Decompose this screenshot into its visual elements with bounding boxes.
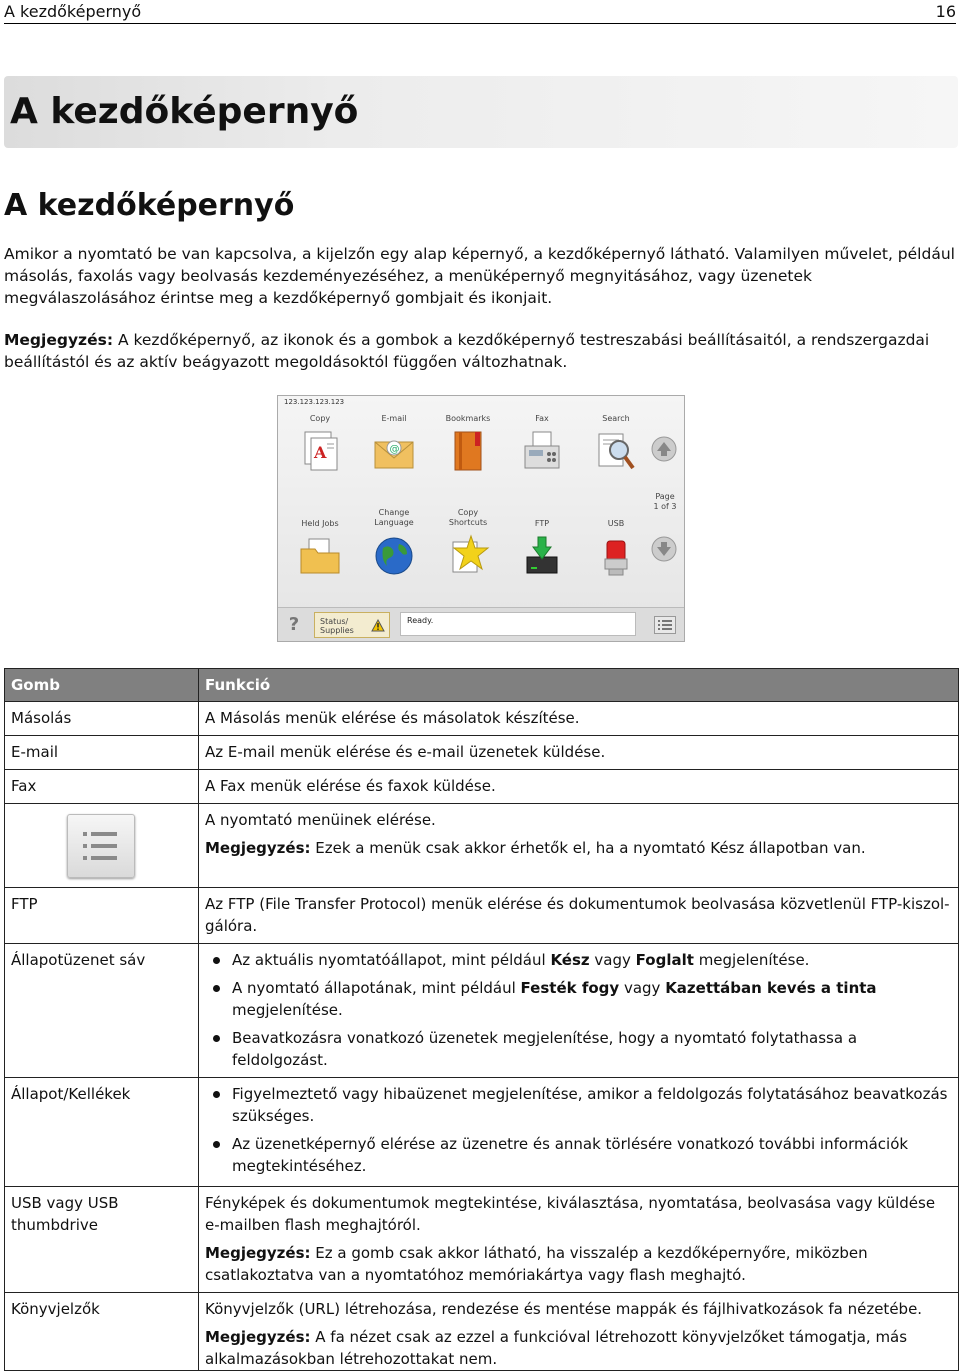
func-menu-note [205,837,952,859]
chapter-banner [4,76,958,148]
change-language-tile[interactable] [358,508,430,582]
fax-label: Fax [535,414,549,423]
btn-fax: Fax [5,770,199,804]
globe-icon [371,532,417,578]
ip-address: 123.123.123.123 [284,398,345,406]
btn-bookmarks: Könyvjelzők [5,1293,199,1371]
scroll-down-icon[interactable] [651,536,677,562]
ftp-tile[interactable] [506,514,578,583]
note-text: A kezdőképernyő, az ikonok és a gombok a kezdőképernyő testreszabási beállításaitól, a rendszergazdai beállítástól és az aktív beágyazott megoldásoktól függően változhatnak. [4,331,930,371]
copy-shortcuts-label1: Copy [457,508,479,517]
button-function-table [4,668,959,1371]
home-screen-image [277,395,685,642]
copy-shortcuts-tile[interactable] [432,508,504,582]
page-indicator [646,492,684,512]
scroll-up-icon[interactable] [651,436,677,462]
help-button[interactable]: ? [288,614,300,635]
func-usb-text: Fényképek és dokumentumok megtekintése, kiválasztása, nyomtatása, beolvasása vagy küldése e-mailben flash meghajtóról. [205,1194,936,1234]
table-header-button: Gomb [5,669,199,702]
table-header-function: Funkció [199,669,959,702]
func-ftp: Az FTP (File Transfer Protocol) menük elérése és dokumentumok beolvasása közvetlenül FTP-kiszolgálóra. [199,888,959,944]
func-usb [199,1187,959,1293]
email-label: E-mail [381,414,407,423]
ftp-icon [519,533,565,579]
table-row [5,1293,959,1371]
held-jobs-label: Held Jobs [301,519,339,528]
list-item: Figyelmeztető vagy hibaüzenet megjelenítése, amikor a feldolgozás folytatásához beavatkozás szükséges. [205,1083,952,1127]
search-label: Search [602,414,630,423]
btn-menu [5,804,199,888]
note-text: Ezek a menük csak akkor érhetők el, ha a nyomtató Kész állapotban van. [310,839,866,857]
usb-drive-icon [593,533,639,579]
func-menu-text: A nyomtató menüinek elérése. [205,811,436,829]
chapter-title: A kezdőképernyő [10,91,359,132]
func-email: Az E-mail menük elérése és e-mail üzenetek küldése. [199,736,959,770]
func-fax: A Fax menük elérése és faxok küldése. [199,770,959,804]
intro-paragraph: Amikor a nyomtató be van kapcsolva, a kijelzőn egy alap képernyő, a kezdőképernyő látható. Valamilyen művelet, például másolás, faxolás vagy beolvasás kezdeményezéséhez, a menüképernyő megnyitásához, vagy üzenetek megválaszolásához érintse meg a kezdőképernyő gombjait és ikonjait. [4,245,955,307]
func-bookmarks-text: Könyvjelzők (URL) létrehozása, rendezése és mentése mappák és fájlhivatkozások fa nézetébe. [205,1300,923,1318]
bookmarks-icon [445,428,491,474]
search-tile[interactable] [580,414,652,478]
running-title: A kezdőképernyő [4,2,142,21]
language-label: Language [374,518,414,527]
folder-icon [297,533,343,579]
note-label: Megjegyzés: [205,839,311,857]
func-bookmarks [199,1293,959,1371]
note-text: Ez a gomb csak akkor látható, ha visszalép a kezdőképernyőre, miközben csatlakoztatva van a nyomtatóhoz memóriakártya vagy flash meghajtó. [205,1244,868,1284]
table-row [5,804,959,888]
table-row [5,944,959,1078]
copy-label: Copy [309,414,331,423]
btn-email: E-mail [5,736,199,770]
table-row [5,1078,959,1187]
btn-usb: USB vagy USB thumbdrive [5,1187,199,1293]
table-row [5,770,959,804]
func-status-bar [199,944,959,1078]
star-icon [445,532,491,578]
btn-supplies: Állapot/Kellékek [5,1078,199,1187]
email-tile[interactable] [358,414,430,478]
note-label: Megjegyzés: [205,1328,311,1346]
func-copy: A Másolás menük elérése és másolatok készítése. [199,702,959,736]
bookmarks-label: Bookmarks [445,414,491,423]
note-label: Megjegyzés: [4,331,114,349]
svg-text:@: @ [389,444,400,455]
usb-label: USB [607,519,625,528]
note-paragraph [4,329,958,373]
email-icon [371,428,417,474]
warning-icon [371,619,385,632]
running-header [4,0,956,24]
page-label: Page [655,492,675,501]
status-label: Status/ [320,617,349,626]
btn-status-bar: Állapotüzenet sáv [5,944,199,1078]
func-usb-note [205,1242,952,1286]
page-of: 1 of 3 [653,502,677,511]
list-item: A nyomtató állapotának, mint például Festék fogy vagy Kazettában kevés a tinta megjelenítése. [205,977,952,1021]
note-label: Megjegyzés: [205,1244,311,1262]
bookmarks-tile[interactable] [432,414,504,478]
copy-tile[interactable] [284,414,356,478]
section-title: A kezdőképernyő [4,188,295,223]
table-row [5,888,959,944]
usb-tile[interactable] [580,514,652,583]
supplies-label: Supplies [320,626,354,635]
status-message: Ready. [400,612,636,636]
btn-ftp: FTP [5,888,199,944]
func-bookmarks-note [205,1326,952,1370]
page-number: 16 [935,2,956,21]
fax-tile[interactable] [506,414,578,478]
list-item: Beavatkozásra vonatkozó üzenetek megjelenítése, hogy a nyomtató folytathassa a feldolgozást. [205,1027,952,1071]
copy-icon [297,428,343,474]
list-item: Az üzenetképernyő elérése az üzenetre és annak törlésére vonatkozó további információk megtekintéséhez. [205,1133,952,1177]
btn-copy: Másolás [5,702,199,736]
func-menu [199,804,959,888]
fax-icon [519,428,565,474]
search-icon [593,428,639,474]
note-text: A fa nézet csak az ezzel a funkcióval létrehozott könyvjelzőket támogatja, más alkalmazásokban létrehozottakat nem. [205,1328,908,1368]
table-row [5,702,959,736]
ftp-label: FTP [534,519,550,528]
table-row [5,736,959,770]
list-item: Az aktuális nyomtatóállapot, mint például Kész vagy Foglalt megjelenítése. [205,949,952,971]
svg-text:A: A [314,443,327,462]
menu-icon[interactable] [654,616,676,634]
func-supplies [199,1078,959,1187]
held-jobs-tile[interactable] [284,514,356,583]
screen-status-bar [278,607,684,641]
copy-shortcuts-label2: Shortcuts [448,518,488,527]
menu-icon [67,814,135,878]
table-row [5,1187,959,1293]
change-label: Change [378,508,410,517]
status-supplies-button[interactable] [314,612,390,638]
